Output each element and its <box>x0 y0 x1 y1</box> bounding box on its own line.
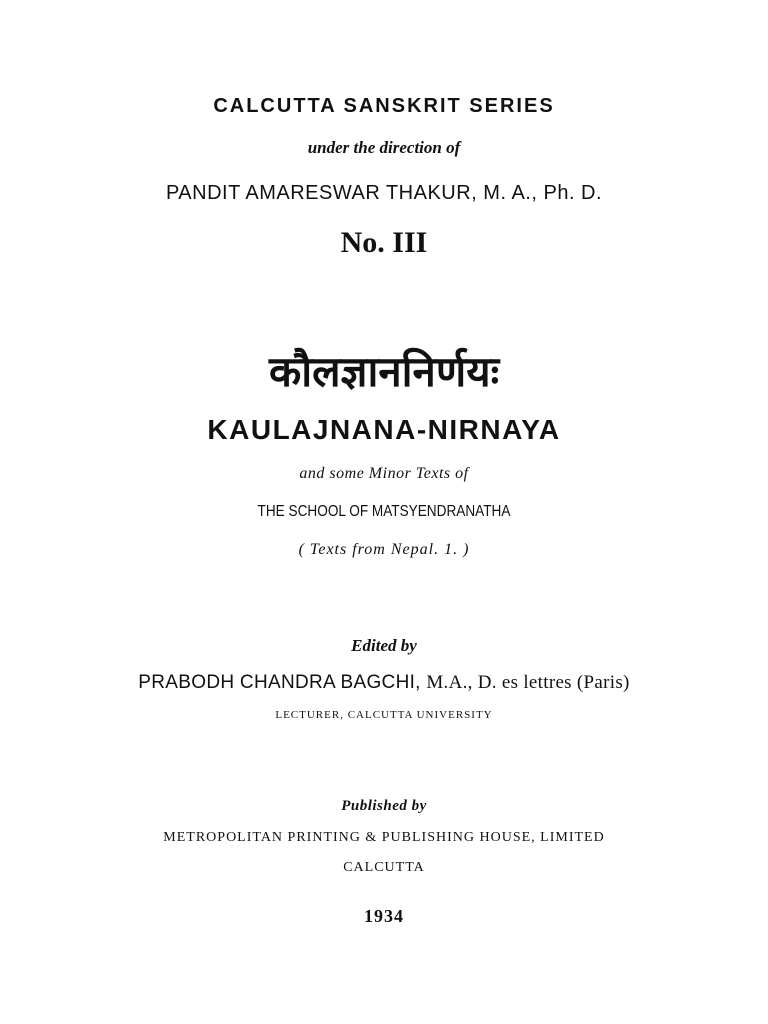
editor-position: LECTURER, CALCUTTA UNIVERSITY <box>275 709 493 721</box>
series-direction-note: under the direction of <box>307 138 461 157</box>
published-by-label: Published by <box>341 798 427 814</box>
series-director: PANDIT AMARESWAR THAKUR, M. A., Ph. D. <box>165 182 603 204</box>
editor-degrees: M.A., D. es lettres (Paris) <box>426 672 630 693</box>
series-title: CALCUTTA SANSKRIT SERIES <box>213 95 555 117</box>
title-devanagari: कौलज्ञाननिर्णयः <box>268 347 500 396</box>
publication-year: 1934 <box>364 906 404 926</box>
publication-city: CALCUTTA <box>343 860 425 875</box>
editor-line <box>0 672 768 694</box>
publisher-name: METROPOLITAN PRINTING & PUBLISHING HOUSE, LIMITED <box>163 830 605 845</box>
editor-name: PRABODH CHANDRA BAGCHI, <box>138 672 421 693</box>
subtitle: and some Minor Texts of <box>299 465 469 482</box>
collection-note: ( Texts from Nepal. 1. ) <box>298 541 470 558</box>
series-number: No. III <box>340 226 428 259</box>
edited-by-label: Edited by <box>351 636 417 655</box>
school-name: THE SCHOOL OF MATSYENDRANATHA <box>257 503 511 520</box>
title-roman: KAULAJNANA-NIRNAYA <box>207 414 561 445</box>
